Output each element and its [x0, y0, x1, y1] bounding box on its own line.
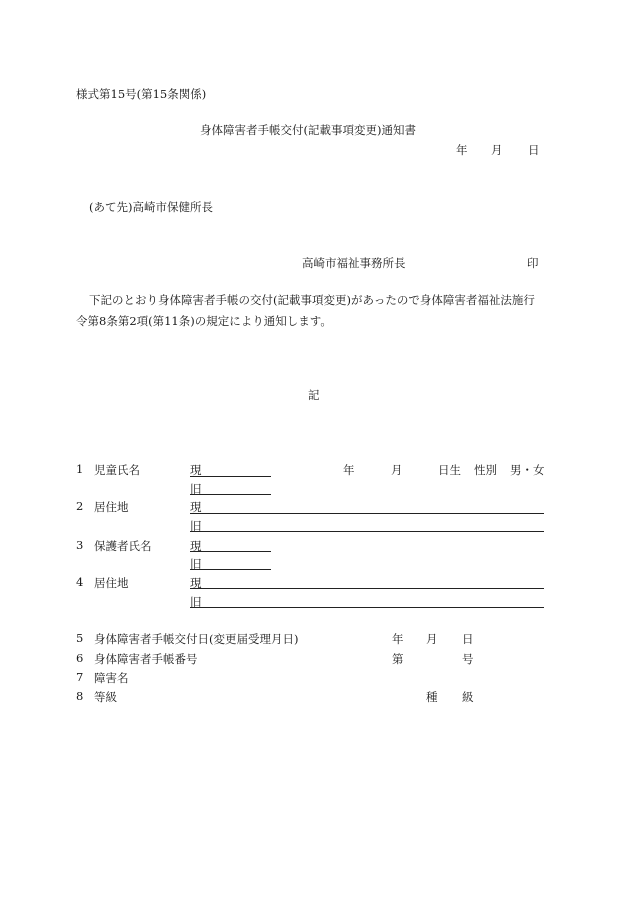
item-4-current-line[interactable]	[190, 588, 544, 589]
item-2-old-line[interactable]	[190, 531, 544, 532]
notebook-prefix: 第	[392, 652, 404, 666]
ki-heading: 記	[308, 388, 320, 402]
item-6-number: 6	[76, 651, 84, 665]
item-3-old-label: 旧	[190, 557, 202, 571]
item-4-number: 4	[76, 575, 84, 589]
date-month: 月	[491, 143, 503, 157]
item-2-current-label: 現	[190, 500, 202, 514]
issue-day: 日	[462, 632, 474, 646]
birth-month: 月	[391, 463, 403, 477]
item-5-label: 身体障害者手帳交付日(変更届受理月日)	[94, 632, 299, 646]
item-4-old-label: 旧	[190, 595, 202, 609]
item-5-number: 5	[76, 631, 84, 645]
item-3-label: 保護者氏名	[94, 539, 152, 553]
item-2-label: 居住地	[94, 500, 129, 514]
item-8-label: 等級	[94, 690, 117, 704]
item-1-number: 1	[76, 462, 84, 476]
item-6-label: 身体障害者手帳番号	[94, 652, 198, 666]
notebook-suffix: 号	[462, 652, 474, 666]
date-year: 年	[456, 143, 468, 157]
issue-month: 月	[426, 632, 438, 646]
grade-type: 種	[426, 690, 438, 704]
item-4-old-line[interactable]	[190, 607, 544, 608]
item-4-current-label: 現	[190, 576, 202, 590]
item-3-old-line[interactable]	[190, 569, 271, 570]
item-1-old-label: 旧	[190, 482, 202, 496]
item-2-old-label: 旧	[190, 519, 202, 533]
item-3-current-line[interactable]	[190, 551, 271, 552]
birth-day: 日生	[438, 463, 461, 477]
form-number: 様式第15号(第15条関係)	[76, 87, 207, 101]
addressee: (あて先)高崎市保健所長	[89, 200, 213, 214]
sex-options: 男・女	[510, 463, 545, 477]
item-3-number: 3	[76, 538, 84, 552]
item-1-label: 児童氏名	[94, 463, 140, 477]
item-1-old-line[interactable]	[190, 494, 271, 495]
item-2-current-line[interactable]	[190, 513, 544, 514]
item-8-number: 8	[76, 689, 84, 703]
item-1-current-label: 現	[190, 463, 202, 477]
sender-name: 高崎市福祉事務所長	[302, 256, 406, 270]
item-7-label: 障害名	[94, 671, 129, 685]
body-line-1: 下記のとおり身体障害者手帳の交付(記載事項変更)があったので身体障害者福祉法施行	[89, 293, 535, 307]
issue-year: 年	[392, 632, 404, 646]
item-3-current-label: 現	[190, 539, 202, 553]
item-2-number: 2	[76, 499, 84, 513]
birth-year: 年	[343, 463, 355, 477]
item-4-label: 居住地	[94, 576, 129, 590]
seal-mark: 印	[527, 256, 539, 270]
date-day: 日	[528, 143, 540, 157]
item-1-current-line[interactable]	[190, 476, 271, 477]
grade-level: 級	[462, 690, 474, 704]
sex-label: 性別	[474, 463, 497, 477]
item-7-number: 7	[76, 670, 84, 684]
document-title: 身体障害者手帳交付(記載事項変更)通知書	[200, 123, 416, 137]
body-line-2: 令第8条第2項(第11条)の規定により通知します。	[76, 314, 332, 328]
